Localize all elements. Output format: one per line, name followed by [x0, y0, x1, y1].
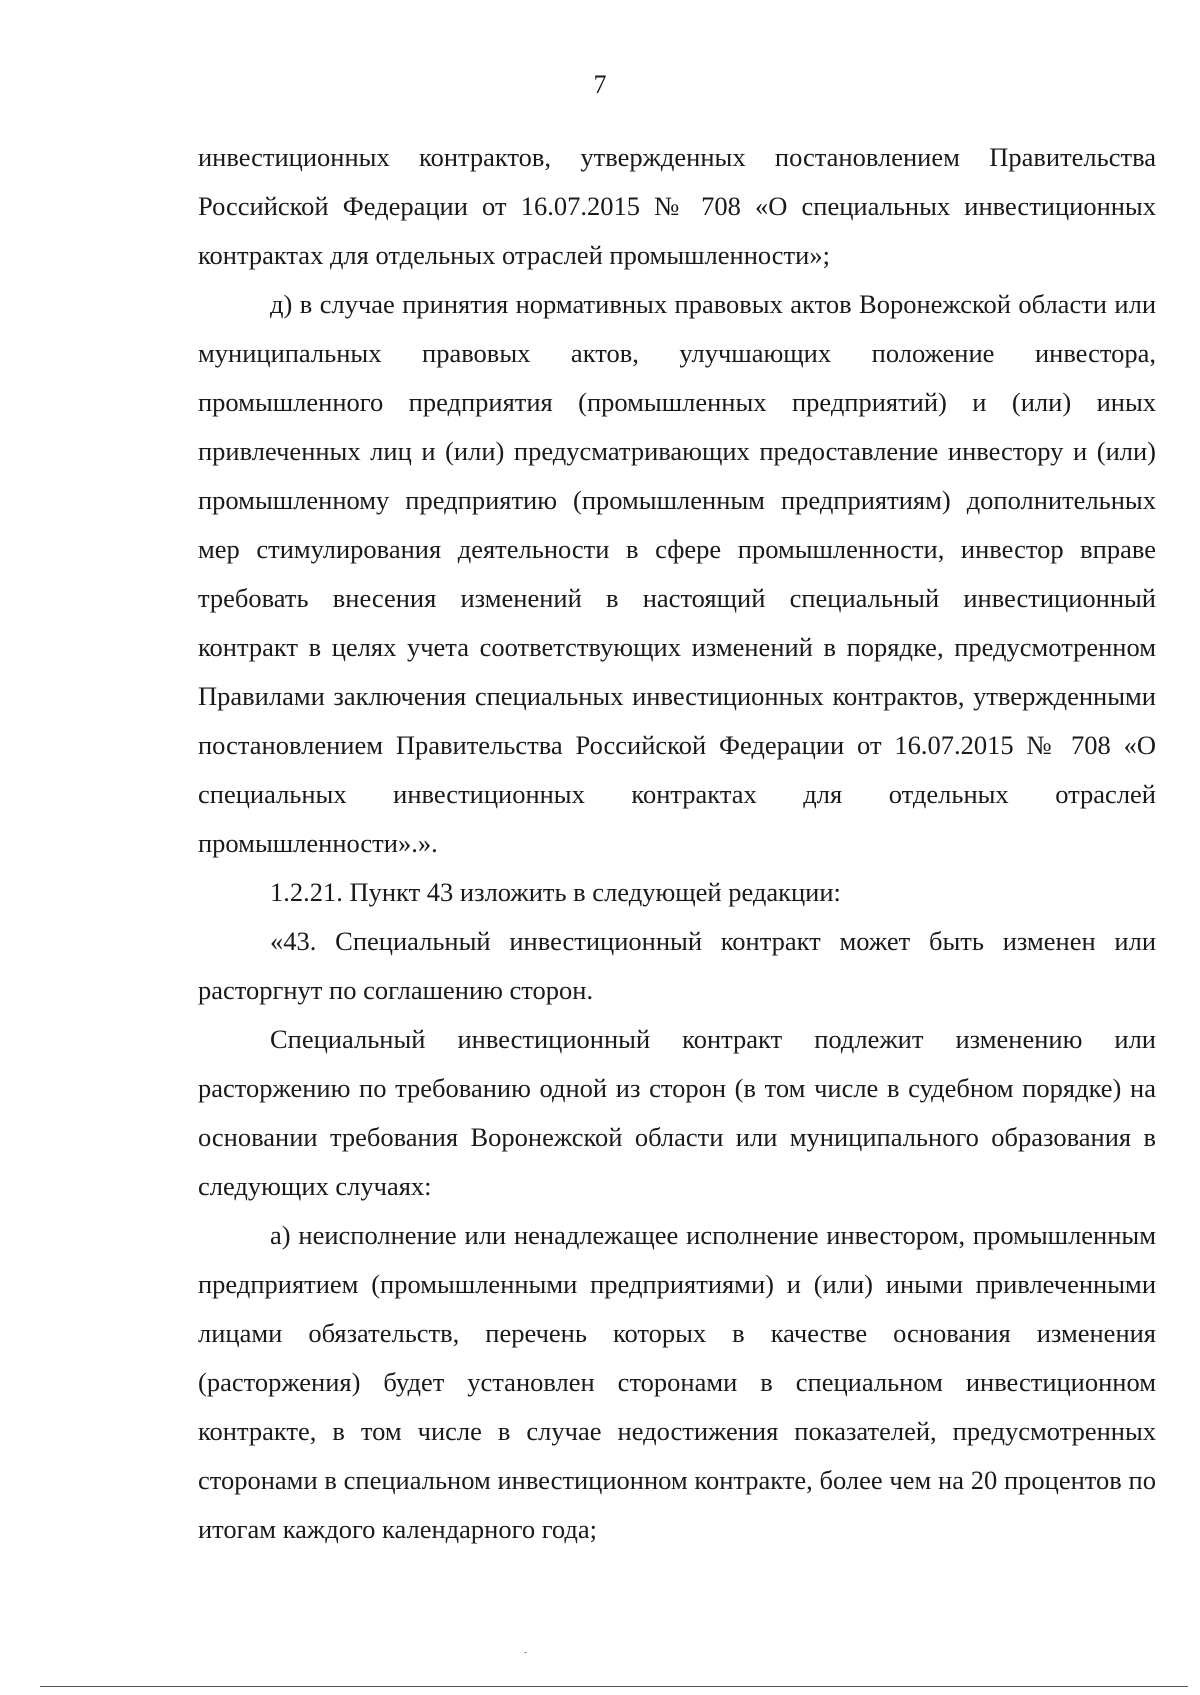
page-number: 7	[593, 70, 607, 99]
paragraph-continuation: инвестиционных контрактов, утвержденных постановлением Правительства Российской Федерации от 16.07.2015 № 708 «О специальных инвестиционных контрактах для отдельных отраслей промышленности»;	[198, 142, 1156, 270]
paragraph-item-43: «43. Специальный инвестиционный контракт может быть изменен или расторгнут по соглашению сторон.	[198, 926, 1156, 1005]
paragraph-item-d: д) в случае принятия нормативных правовых актов Воронежской области или муниципальных правовых актов, улучшающих положение инвестора, промышленного предприятия (промышленных предприятий) и (или) иных привлеченных лиц и (или) предусматривающих предоставление инвестору и (или) промышленному предприятию (промышленным предприятиям) дополнительных мер стимулирования деятельности в сфере промышленности, инвестор вправе требовать внесения изменений в настоящий специальный инвестиционный контракт в целях учета соответствующих изменений в порядке, предусмотренном Правилами заключения специальных инвестиционных контрактов, утвержденными постановлением Правительства Российской Федерации от 16.07.2015 № 708 «О специальных инвестиционных контрактах для отдельных отраслей промышленности».».	[198, 289, 1156, 858]
document-body	[198, 133, 1156, 1554]
scan-speck	[524, 1652, 527, 1653]
bottom-edge-line	[40, 1686, 1188, 1687]
paragraph-item-a: а) неисполнение или ненадлежащее исполнение инвестором, промышленным предприятием (промышленными предприятиями) и (или) иными привлеченными лицами обязательств, перечень которых в качестве основания изменения (расторжения) будет установлен сторонами в специальном инвестиционном контракте, в том числе в случае недостижения показателей, предусмотренных сторонами в специальном инвестиционном контракте, более чем на 20 процентов по итогам каждого календарного года;	[198, 1220, 1156, 1544]
paragraph-clause-1-2-21: 1.2.21. Пункт 43 изложить в следующей редакции:	[270, 877, 841, 907]
paragraph-termination-grounds: Специальный инвестиционный контракт подлежит изменению или расторжению по требованию одной из сторон (в том числе в судебном порядке) на основании требования Воронежской области или муниципального образования в следующих случаях:	[198, 1024, 1156, 1201]
